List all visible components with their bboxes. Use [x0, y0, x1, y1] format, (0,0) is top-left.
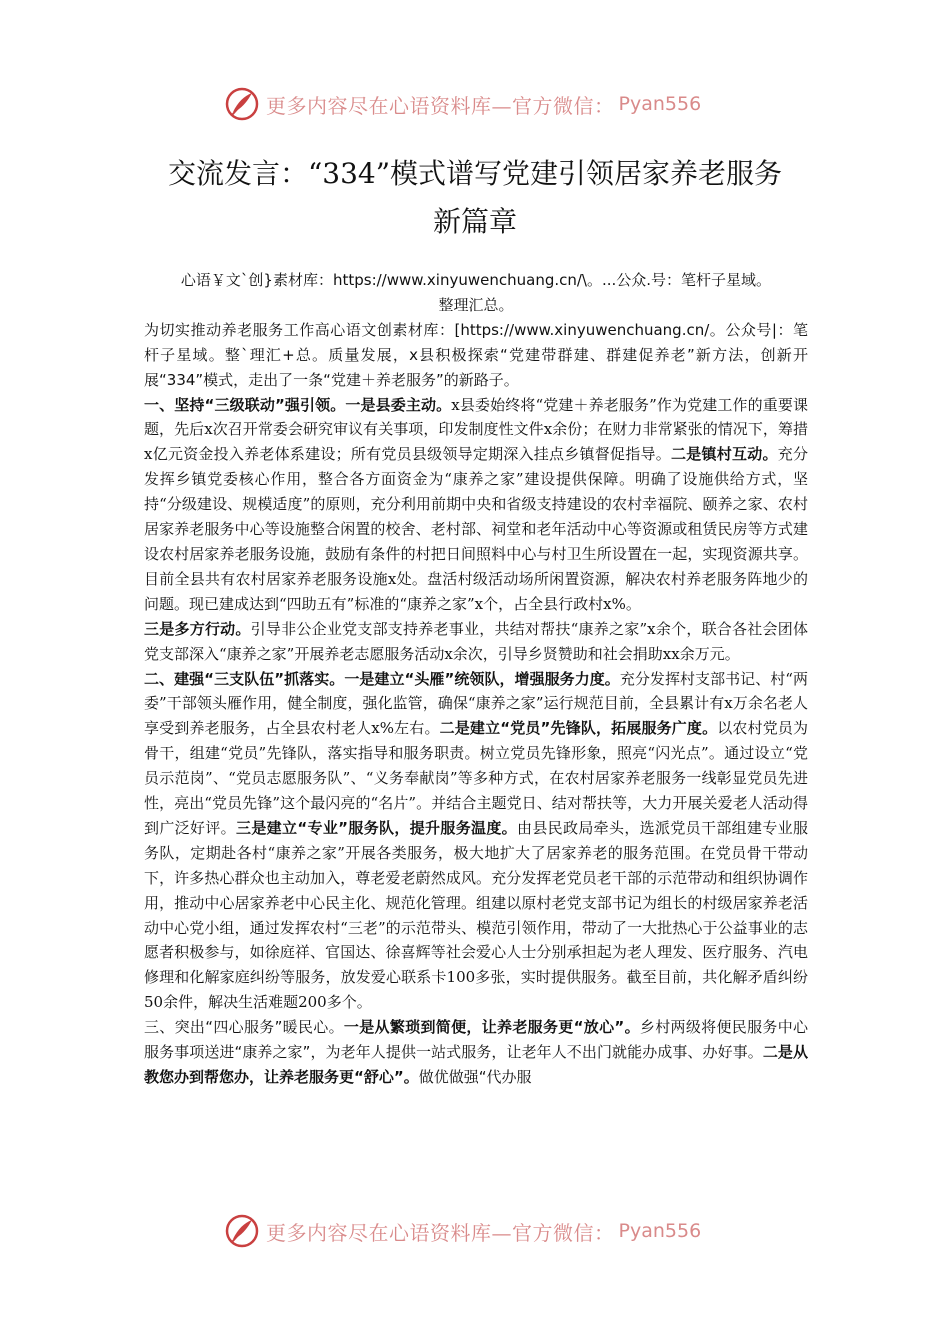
s2-point-1-text: 充分发挥村支部书记、村“两委”干部领头雁作用，健全制度，强化监管，确保“康养之家”运行规范目前，全县累计有x万余名老人享受到养老服务，占全县农村老人x%左右。	[144, 669, 809, 738]
section-3-heading: 三、突出“四心服务”暖民心。	[144, 1018, 344, 1037]
banner-text: 更多内容尽在心语资料库—官方微信：	[266, 1220, 615, 1245]
banner-wechat-id: Pyan556	[618, 1220, 702, 1242]
section-1-heading: 一、坚持“三级联动”强引领。	[144, 395, 346, 414]
s1-point-3-heading: 三是多方行动。	[144, 619, 251, 638]
watermark-banner-top	[224, 84, 724, 124]
s1-point-3-text: 引导非公企业党支部支持养老事业，共结对帮扶“康养之家”x余个，联合各社会团体党支部深入“康养之家”开展养老志愿服务活动x余次，引导乡贤赞助和社会捐助xx余万元。	[144, 619, 808, 663]
title-line-1: 交流发言：“334”模式谱写党建引领居家养老服务	[167, 157, 783, 190]
banner-text: 更多内容尽在心语资料库—官方微信：	[266, 93, 615, 118]
s3-point-1-heading: 一是从繁琐到简便，让养老服务更“放心”。	[343, 1018, 640, 1037]
title-line-2: 新篇章	[432, 205, 517, 238]
s2-point-3-heading: 三是建立“专业”服务队，提升服务温度。	[236, 818, 518, 837]
s1-point-1-heading: 一是县委主动。	[345, 395, 452, 414]
s3-point-2-text: 做优做强“代办服	[418, 1068, 532, 1086]
s2-point-1-heading: 一是建立“头雁”统领队，增强服务力度。	[344, 669, 620, 688]
section-2-paragraph	[144, 667, 808, 1016]
s2-point-2-heading: 二是建立“党员”先锋队，拓展服务广度。	[439, 719, 718, 738]
s2-point-2-text: 以农村党员为骨干，组建“党员”先锋队，落实指导和服务职责。树立党员先锋形象，照亮“闪光点”。通过设立“党员示范岗”、“党员志愿服务队”、“义务奉献岗”等多种方式，在农村居家养老服务一线彰显党员先进性，亮出“党员先锋”这个最闪亮的“名片”。并结合主题党日、结对帮扶等，大力开展关爱老人活动得到广泛好评。	[144, 719, 808, 837]
section-1-paragraph	[144, 393, 808, 617]
document-body	[144, 268, 808, 1090]
feather-logo-icon	[224, 86, 260, 122]
s1-point-2-text: 充分发挥乡镇党委核心作用，整合各方面资金为“康养之家”建设提供保障。明确了设施供给方式，坚持“分级建设、规模适度”的原则，充分利用前期中央和省级支持建设的农村幸福院、颐养之家、农村居家养老服务中心等设施整合闲置的校舍、老村部、祠堂和老年活动中心等资源或租赁民房等方式建设农村居家养老服务设施，鼓励有条件的村把日间照料中心与村卫生所设置在一起，实现资源共享。目前全县共有农村居家养老服务设施x处。盘活村级活动场所闲置资源，解决农村养老服务阵地少的问题。现已建成达到“四助五有”标准的“康养之家”x个，占全县行政村x%。	[144, 445, 808, 613]
section-1-point-3	[144, 617, 808, 667]
feather-logo-icon	[224, 1213, 260, 1249]
banner-wechat-id: Pyan556	[618, 93, 702, 115]
source-line-2: 整理汇总。	[438, 295, 514, 314]
section-3-paragraph	[144, 1015, 808, 1090]
s1-point-1-text: x县委始终将“党建＋养老服务”作为党建工作的重要课题，先后x次召开常委会研究审议有关事项，印发制度性文件x余份；在财力非常紧张的情况下，筹措x亿元资金投入养老体系建设；所有党员县级领导定期深入挂点乡镇督促指导。	[144, 395, 808, 464]
section-2-heading: 二、建强“三支队伍”抓落实。	[144, 669, 345, 688]
s2-point-3-text: 由县民政局牵头，选派党员干部组建专业服务队，定期赴各村“康养之家”开展各类服务，极大地扩大了居家养老的服务范围。在党员骨干带动下，许多热心群众也主动加入，尊老爱老蔚然成风。充分发挥老党员老干部的示范带动和组织协调作用，推动中心居家养老中心民主化、规范化管理。组建以原村老党支部书记为组长的村级居家养老活动中心党小组，通过发挥农村“三老”的示范带头、模范引领作用，带动了一大批热心于公益事业的志愿者积极参与，如徐庭祥、官国达、徐喜辉等社会爱心人士分别承担起为老人理发、医疗服务、汽电修理和化解家庭纠纷等服务，放发爱心联系卡100多张，实时提供服务。截至目前，共化解矛盾纠纷50余件，解决生活难题200多个。	[144, 818, 808, 1012]
watermark-banner-bottom	[224, 1211, 724, 1251]
s1-point-2-heading: 二是镇村互动。	[671, 445, 778, 464]
intro-paragraph: 为切实推动养老服务工作高心语文创素材库：[https://www.xinyuwenchuang.cn/。公众号|：笔杆子星域。整`理汇+总。质量发展，x县积极探索“党建带群建、群建促养老”新方法，创新开展“334”模式，走出了一条“党建＋养老服务”的新路子。	[144, 320, 808, 389]
source-line-1: 心语￥文`创}素材库：https://www.xinyuwenchuang.cn/\。...公众.号：笔杆子星域。	[180, 271, 772, 289]
s3-point-1-text: 乡村两级将便民服务中心服务事项送进“康养之家”，为老年人提供一站式服务，让老年人不出门就能办成事、办好事。	[144, 1018, 809, 1062]
s3-point-2-heading: 二是从教您办到帮您办，让养老服务更“舒心”。	[144, 1043, 808, 1086]
document-title	[100, 150, 850, 246]
